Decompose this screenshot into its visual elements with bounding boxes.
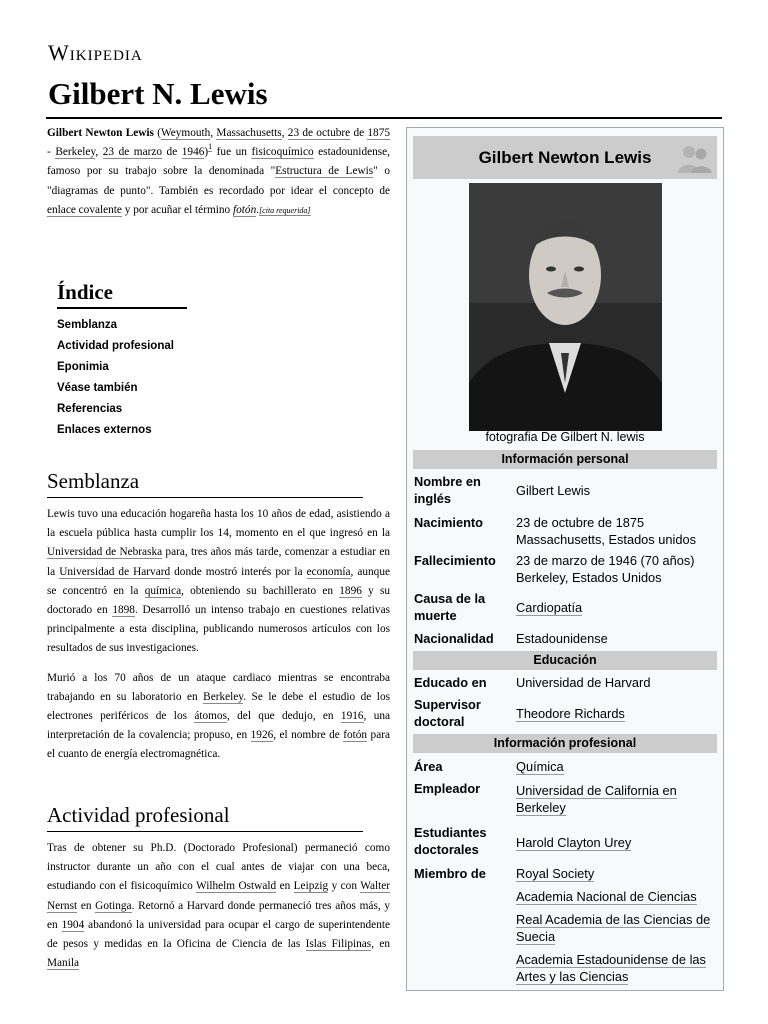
text: ,	[210, 127, 217, 139]
text: ,	[95, 146, 103, 159]
title-divider	[46, 117, 722, 119]
text: . Desarrolló un intenso trabajo en cuestiones relativas principalmente a esta disciplina, publicando numerosos artículos con los resultados de sus investigaciones.	[47, 604, 390, 655]
birth-place: Massachusetts, Estados unidos	[516, 532, 696, 547]
link-universidad-de-harvard[interactable]: Universidad de Harvard	[59, 565, 171, 578]
link-1898[interactable]: 1898	[112, 604, 135, 617]
link-1875[interactable]: 1875	[367, 127, 390, 139]
toc-item-eponimia[interactable]: Eponimia	[57, 361, 109, 373]
link-massachusetts[interactable]: Massachusetts	[216, 127, 282, 139]
text: Lewis tuvo una educación hogareña hasta los 10 años de edad, asistiendo a la escuela pública hasta cumplir los 14, momento en el que ingresó en la	[47, 508, 390, 540]
text: y con	[328, 880, 361, 893]
link-manila[interactable]: Manila	[47, 957, 79, 970]
row-value: Estadounidense	[516, 631, 608, 646]
birth-date: 23 de octubre de 1875	[516, 515, 645, 530]
wikipedia-wordmark[interactable]: Wikipedia	[48, 40, 143, 65]
text: estadounidense, famoso por su trabajo sobre la denominada "	[47, 146, 390, 178]
text: en	[276, 880, 294, 893]
section-header-personal: Información personal	[413, 450, 717, 469]
text: , una interpretación de la covalencia; propuso, en	[47, 710, 391, 742]
photo-caption: fotografia De Gilbert N. lewis	[485, 430, 645, 444]
link-1896[interactable]: 1896	[339, 584, 362, 597]
text: ,	[281, 127, 288, 139]
section-heading-semblanza: Semblanza	[47, 469, 363, 498]
text: para el cuanto de energía electromagnética.	[47, 729, 390, 761]
people-silhouette-icon	[677, 142, 713, 174]
text: -	[47, 146, 56, 159]
section-header-professional: Información profesional	[413, 734, 717, 753]
link-enlace-covalente[interactable]: enlace covalente	[47, 203, 122, 216]
text: . Retornó a Harvard donde permaneció tres años más, y en	[47, 899, 390, 931]
portrait-photo[interactable]	[469, 183, 662, 431]
paragraph	[47, 839, 390, 973]
link-weymouth[interactable]: Weymouth	[161, 127, 211, 139]
row-label: Estudiantes doctorales	[414, 825, 487, 857]
link-berkeley[interactable]: Berkeley	[55, 146, 96, 159]
link-wilhelm-ostwald[interactable]: Wilhelm Ostwald	[196, 880, 277, 893]
text: abandonó la universidad para ocupar el cargo de superintendente de pesos y medidas en la Oficina de Ciencia de las	[47, 918, 390, 951]
text: . Se le debe el estudio de los electrones periféricos de los	[47, 690, 390, 723]
text: (	[153, 127, 162, 139]
text: de	[162, 146, 182, 159]
link-islas-filipinas[interactable]: Islas Filipinas	[305, 938, 372, 951]
row-value	[516, 865, 718, 991]
link-fisicoquimico[interactable]: fisicoquímico	[251, 146, 314, 159]
text: en	[77, 899, 96, 912]
row-label: Área	[414, 759, 443, 774]
subject-name: Gilbert Newton Lewis	[47, 127, 154, 139]
link-royal-society[interactable]: Royal Society	[516, 866, 595, 881]
link-academia-nacional-de-ciencias[interactable]: Academia Nacional de Ciencias	[516, 889, 697, 904]
row-label: Nacimiento	[414, 515, 483, 530]
paragraph	[47, 669, 390, 765]
link-estructura-de-lewis[interactable]: Estructura de Lewis	[275, 165, 374, 178]
toc-item-vease-tambien[interactable]: Véase también	[57, 382, 138, 394]
link-23-marzo[interactable]: 23 de marzo	[102, 146, 163, 159]
row-label: Educado en	[414, 675, 487, 690]
text: y su doctorado en	[47, 584, 391, 617]
link-universidad-de-nebraska[interactable]: Universidad de Nebraska	[47, 546, 163, 559]
link-1926[interactable]: 1926	[250, 729, 274, 742]
text: para, tres años más tarde, comenzar a estudiar en la	[47, 546, 390, 578]
link-walter-nernst[interactable]: Walter Nernst	[47, 880, 391, 912]
link-1946[interactable]: 1946	[181, 146, 205, 159]
row-value: Universidad de Harvard	[516, 675, 651, 690]
row-label: Empleador	[414, 781, 481, 796]
row-value	[516, 514, 718, 548]
text: de	[350, 127, 368, 139]
link-cardiopatia[interactable]: Cardiopatía	[516, 600, 583, 615]
link-real-academia-ciencias-suecia[interactable]: Real Academia de las Ciencias de Suecia	[516, 912, 711, 944]
link-universidad-de-california-berkeley[interactable]: Universidad de California en Berkeley	[516, 783, 677, 815]
text: Tras de obtener su Ph.D. (Doctorado Profesional) permaneció como instructor durante un año con el cual antes de viajar con una beca, estudiando con el fisicoquímico	[47, 842, 390, 893]
toc-title: Índice	[57, 280, 187, 309]
section-actividad-body	[47, 839, 390, 983]
link-foton[interactable]: fotón	[343, 729, 368, 742]
row-label: Nacionalidad	[414, 631, 494, 646]
row-value	[516, 552, 718, 586]
text: donde mostró interés por la	[170, 565, 307, 578]
citation-needed[interactable]: [cita requerida]	[259, 205, 311, 215]
infobox-title: Gilbert Newton Lewis	[478, 148, 652, 167]
text: fue un	[212, 146, 252, 159]
toc-item-referencias[interactable]: Referencias	[57, 403, 123, 415]
paragraph	[47, 505, 390, 659]
link-quimica[interactable]: Química	[516, 759, 564, 774]
toc-item-enlaces-externos[interactable]: Enlaces externos	[57, 424, 152, 436]
link-leipzig[interactable]: Leipzig	[293, 880, 329, 893]
text: , en	[371, 938, 391, 951]
link-foton[interactable]: fotón	[233, 203, 257, 216]
text: )	[204, 146, 209, 159]
page-title: Gilbert N. Lewis	[48, 76, 268, 111]
link-economia[interactable]: economía	[306, 565, 351, 578]
death-place: Berkeley, Estados Unidos	[516, 570, 662, 585]
text: , aunque se concentró en la	[47, 565, 390, 597]
text: , obteniendo su bachillerato en	[181, 584, 340, 597]
toc-item-semblanza[interactable]: Semblanza	[57, 319, 118, 331]
link-1904[interactable]: 1904	[61, 918, 85, 931]
text: Murió a los 70 años de un ataque cardiaco mientras se encontraba trabajando en su laboratorio en	[47, 671, 390, 703]
row-label: Causa de la muerte	[414, 591, 486, 623]
table-of-contents	[57, 280, 187, 441]
link-23-octubre[interactable]: 23 de octubre	[287, 127, 351, 139]
intro-paragraph	[47, 124, 390, 220]
link-1916[interactable]: 1916	[340, 710, 364, 723]
section-semblanza-body	[47, 505, 390, 775]
link-berkeley[interactable]: Berkeley	[203, 690, 244, 703]
text: " o "diagramas de punto". También es recordado por idear el concepto de	[47, 165, 391, 197]
reference-1[interactable]: 1	[208, 142, 213, 152]
row-label: Fallecimiento	[414, 553, 496, 568]
text: , del que dedujo, en	[226, 710, 341, 723]
toc-item-actividad-profesional[interactable]: Actividad profesional	[57, 340, 174, 352]
link-academia-estadounidense-artes-ciencias[interactable]: Academia Estadounidense de las Artes y las Ciencias	[516, 952, 706, 984]
link-atomos[interactable]: átomos	[194, 710, 227, 723]
row-label: Supervisor doctoral	[414, 697, 481, 729]
text: , el nombre de	[273, 729, 344, 742]
death-date: 23 de marzo de 1946 (70 años)	[516, 553, 695, 568]
text: y por acuñar el término	[121, 203, 233, 216]
row-label: Nombre en inglés	[414, 474, 481, 506]
section-heading-actividad-profesional: Actividad profesional	[47, 803, 363, 832]
row-value: Gilbert Lewis	[516, 483, 590, 498]
link-quimica[interactable]: química	[144, 584, 182, 597]
link-theodore-richards[interactable]: Theodore Richards	[516, 706, 625, 721]
infobox	[406, 127, 724, 991]
text: .	[256, 203, 260, 216]
link-gotinga[interactable]: Gotinga	[95, 899, 132, 912]
link-harold-clayton-urey[interactable]: Harold Clayton Urey	[516, 835, 632, 850]
section-header-education: Educación	[413, 651, 717, 670]
infobox-header	[413, 136, 717, 179]
row-label: Miembro de	[414, 866, 486, 881]
